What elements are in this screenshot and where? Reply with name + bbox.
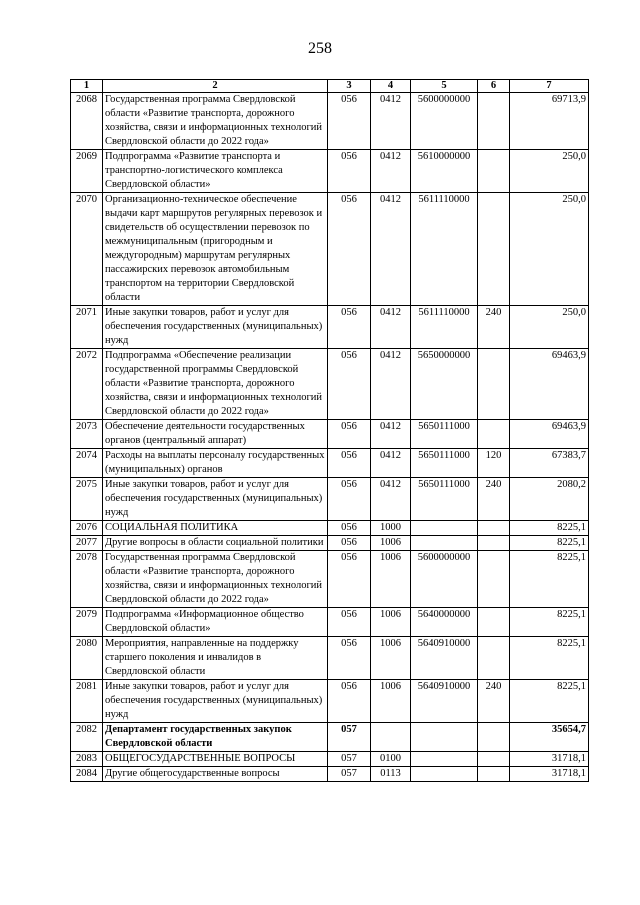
row-target-code: 5600000000 [411, 93, 478, 150]
table-row [71, 420, 589, 449]
row-number: 2077 [71, 536, 103, 551]
row-amount: 250,0 [510, 306, 589, 349]
header-col-6: 6 [478, 80, 510, 93]
row-ministry-code: 056 [328, 551, 371, 608]
row-amount: 67383,7 [510, 449, 589, 478]
row-name: Иные закупки товаров, работ и услуг для обеспечения государственных (муниципальных) нужд [103, 478, 328, 521]
table-row [71, 306, 589, 349]
table-row [71, 680, 589, 723]
table-row [71, 608, 589, 637]
row-ministry-code: 056 [328, 536, 371, 551]
table-row [71, 521, 589, 536]
row-amount: 69463,9 [510, 420, 589, 449]
row-section-code: 1006 [371, 637, 411, 680]
row-target-code [411, 752, 478, 767]
row-target-code: 5650111000 [411, 449, 478, 478]
row-number: 2081 [71, 680, 103, 723]
table-row [71, 93, 589, 150]
row-expense-type-code [478, 193, 510, 306]
row-ministry-code: 056 [328, 193, 371, 306]
row-target-code [411, 723, 478, 752]
row-target-code: 5640000000 [411, 608, 478, 637]
row-target-code: 5650111000 [411, 478, 478, 521]
row-amount: 69463,9 [510, 349, 589, 420]
row-expense-type-code [478, 521, 510, 536]
row-target-code: 5640910000 [411, 637, 478, 680]
row-ministry-code: 056 [328, 449, 371, 478]
row-target-code: 5640910000 [411, 680, 478, 723]
table-body [71, 93, 589, 782]
row-amount: 250,0 [510, 150, 589, 193]
row-number: 2083 [71, 752, 103, 767]
header-row [71, 80, 589, 93]
row-amount: 35654,7 [510, 723, 589, 752]
row-ministry-code: 056 [328, 637, 371, 680]
row-amount: 31718,1 [510, 767, 589, 782]
row-section-code [371, 723, 411, 752]
row-ministry-code: 056 [328, 608, 371, 637]
row-expense-type-code [478, 608, 510, 637]
row-section-code: 0113 [371, 767, 411, 782]
row-number: 2072 [71, 349, 103, 420]
row-amount: 69713,9 [510, 93, 589, 150]
row-name: Подпрограмма «Развитие транспорта и транспортно-логистического комплекса Свердловской области» [103, 150, 328, 193]
row-amount: 2080,2 [510, 478, 589, 521]
table-row [71, 193, 589, 306]
row-section-code: 0412 [371, 449, 411, 478]
row-expense-type-code [478, 93, 510, 150]
row-expense-type-code: 120 [478, 449, 510, 478]
row-number: 2075 [71, 478, 103, 521]
row-target-code [411, 767, 478, 782]
row-name: Подпрограмма «Информационное общество Свердловской области» [103, 608, 328, 637]
row-number: 2069 [71, 150, 103, 193]
row-name: СОЦИАЛЬНАЯ ПОЛИТИКА [103, 521, 328, 536]
row-target-code: 5611110000 [411, 193, 478, 306]
row-name: Другие вопросы в области социальной политики [103, 536, 328, 551]
table-row [71, 449, 589, 478]
row-section-code: 1006 [371, 608, 411, 637]
header-col-4: 4 [371, 80, 411, 93]
row-expense-type-code [478, 723, 510, 752]
row-name: Департамент государственных закупок Свердловской области [103, 723, 328, 752]
row-ministry-code: 057 [328, 767, 371, 782]
row-section-code: 0412 [371, 420, 411, 449]
row-ministry-code: 056 [328, 521, 371, 536]
row-section-code: 0412 [371, 478, 411, 521]
row-target-code: 5610000000 [411, 150, 478, 193]
row-ministry-code: 057 [328, 723, 371, 752]
header-col-1: 1 [71, 80, 103, 93]
row-ministry-code: 056 [328, 150, 371, 193]
header-col-3: 3 [328, 80, 371, 93]
row-section-code: 1006 [371, 551, 411, 608]
row-number: 2082 [71, 723, 103, 752]
row-number: 2084 [71, 767, 103, 782]
row-name: Иные закупки товаров, работ и услуг для обеспечения государственных (муниципальных) нужд [103, 680, 328, 723]
header-col-2: 2 [103, 80, 328, 93]
row-number: 2070 [71, 193, 103, 306]
row-ministry-code: 056 [328, 478, 371, 521]
row-amount: 8225,1 [510, 536, 589, 551]
row-name: Расходы на выплаты персоналу государственных (муниципальных) органов [103, 449, 328, 478]
row-amount: 8225,1 [510, 551, 589, 608]
table-row [71, 767, 589, 782]
row-section-code: 0412 [371, 193, 411, 306]
row-section-code: 1000 [371, 521, 411, 536]
row-expense-type-code [478, 752, 510, 767]
row-section-code: 0412 [371, 150, 411, 193]
row-expense-type-code [478, 349, 510, 420]
row-number: 2076 [71, 521, 103, 536]
row-name: Иные закупки товаров, работ и услуг для обеспечения государственных (муниципальных) нужд [103, 306, 328, 349]
row-name: Подпрограмма «Обеспечение реализации государственной программы Свердловской области «Развитие транспорта, дорожного хозяйства, связи и информационных технологий Свердловской области до 2022 года» [103, 349, 328, 420]
row-ministry-code: 056 [328, 420, 371, 449]
row-number: 2068 [71, 93, 103, 150]
row-ministry-code: 057 [328, 752, 371, 767]
row-amount: 8225,1 [510, 521, 589, 536]
table-row [71, 723, 589, 752]
table-row [71, 551, 589, 608]
table-row [71, 349, 589, 420]
row-number: 2073 [71, 420, 103, 449]
page-number: 258 [308, 40, 332, 57]
row-section-code: 0412 [371, 349, 411, 420]
row-section-code: 0412 [371, 93, 411, 150]
row-target-code [411, 536, 478, 551]
row-target-code: 5650000000 [411, 349, 478, 420]
row-ministry-code: 056 [328, 93, 371, 150]
row-target-code: 5611110000 [411, 306, 478, 349]
row-expense-type-code [478, 551, 510, 608]
row-ministry-code: 056 [328, 349, 371, 420]
row-target-code [411, 521, 478, 536]
header-col-5: 5 [411, 80, 478, 93]
row-expense-type-code [478, 767, 510, 782]
row-name: Другие общегосударственные вопросы [103, 767, 328, 782]
table-row [71, 150, 589, 193]
row-ministry-code: 056 [328, 680, 371, 723]
row-amount: 31718,1 [510, 752, 589, 767]
row-number: 2079 [71, 608, 103, 637]
row-name: ОБЩЕГОСУДАРСТВЕННЫЕ ВОПРОСЫ [103, 752, 328, 767]
row-number: 2080 [71, 637, 103, 680]
row-number: 2074 [71, 449, 103, 478]
table-row [71, 752, 589, 767]
row-ministry-code: 056 [328, 306, 371, 349]
row-name: Мероприятия, направленные на поддержку старшего поколения и инвалидов в Свердловской области [103, 637, 328, 680]
row-expense-type-code [478, 150, 510, 193]
row-expense-type-code [478, 637, 510, 680]
row-section-code: 1006 [371, 680, 411, 723]
row-number: 2078 [71, 551, 103, 608]
row-section-code: 1006 [371, 536, 411, 551]
budget-table [70, 79, 589, 782]
row-expense-type-code [478, 420, 510, 449]
row-target-code: 5650111000 [411, 420, 478, 449]
row-section-code: 0100 [371, 752, 411, 767]
table-row [71, 478, 589, 521]
header-col-7: 7 [510, 80, 589, 93]
row-name: Государственная программа Свердловской области «Развитие транспорта, дорожного хозяйства, связи и информационных технологий Свердловской области до 2022 года» [103, 93, 328, 150]
row-amount: 8225,1 [510, 680, 589, 723]
row-amount: 250,0 [510, 193, 589, 306]
row-name: Государственная программа Свердловской области «Развитие транспорта, дорожного хозяйства, связи и информационных технологий Свердловской области до 2022 года» [103, 551, 328, 608]
row-section-code: 0412 [371, 306, 411, 349]
row-expense-type-code: 240 [478, 306, 510, 349]
row-amount: 8225,1 [510, 637, 589, 680]
row-expense-type-code [478, 536, 510, 551]
row-target-code: 5600000000 [411, 551, 478, 608]
row-name: Организационно-техническое обеспечение выдачи карт маршрутов регулярных перевозок и свидетельств об осуществлении перевозок по межмуниципальным (пригородным и междугородным) маршрутам регулярных пассажирских перевозок автомобильным транспортом на территории Свердловской области [103, 193, 328, 306]
row-expense-type-code: 240 [478, 680, 510, 723]
table-row [71, 637, 589, 680]
row-expense-type-code: 240 [478, 478, 510, 521]
row-name: Обеспечение деятельности государственных органов (центральный аппарат) [103, 420, 328, 449]
table-row [71, 536, 589, 551]
row-amount: 8225,1 [510, 608, 589, 637]
row-number: 2071 [71, 306, 103, 349]
